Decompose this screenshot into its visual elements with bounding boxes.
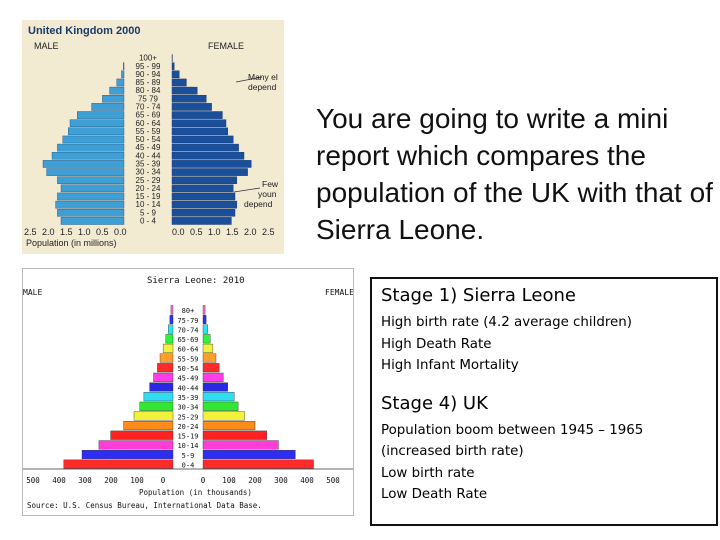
sl-tick-label: 200 — [104, 476, 118, 485]
uk-age-label: 45 - 49 — [135, 143, 161, 153]
uk-female-bar — [172, 128, 228, 135]
uk-female-bar — [172, 87, 197, 94]
uk-annotation-text: depend — [244, 199, 273, 209]
uk-age-label: 50 - 54 — [135, 135, 161, 145]
sl-age-label: 70-74 — [177, 326, 199, 335]
uk-female-bar — [172, 193, 235, 200]
sl-age-label: 75-79 — [177, 316, 199, 325]
uk-age-label: 65 - 69 — [135, 110, 161, 120]
sl-age-label: 30-34 — [177, 403, 199, 412]
stage-4-line: Low birth rate — [381, 465, 475, 481]
sl-age-label: 25-29 — [177, 413, 199, 422]
uk-tick-label: 2.5 — [262, 227, 275, 237]
uk-age-label: 90 - 94 — [135, 69, 161, 79]
sl-age-label: 15-19 — [177, 432, 199, 441]
uk-age-label: 0 - 4 — [139, 216, 157, 226]
sl-female-bar — [203, 344, 213, 353]
sl-female-bar — [203, 412, 245, 421]
sl-male-bar — [124, 421, 173, 430]
uk-pyramid-chart — [22, 20, 284, 254]
sl-male-label: MALE — [23, 288, 43, 297]
sl-female-bar — [203, 450, 295, 459]
sl-tick-label: 200 — [248, 476, 262, 485]
sierra-leone-population-pyramid — [22, 268, 354, 516]
uk-male-bar — [56, 201, 124, 208]
sl-age-label: 45-49 — [177, 374, 199, 383]
sl-female-label: FEMALE — [325, 288, 353, 297]
sl-age-label: 65-69 — [177, 336, 199, 345]
sl-tick-label: 400 — [300, 476, 314, 485]
uk-female-bar — [172, 103, 212, 110]
uk-age-label: 5 - 9 — [139, 208, 157, 218]
stage-1-line: High Infant Mortality — [381, 358, 519, 373]
uk-male-bar — [57, 193, 124, 200]
stage-1-heading: Stage 1) Sierra Leone — [381, 285, 576, 306]
sl-female-bar — [203, 383, 228, 392]
uk-female-bar — [172, 201, 237, 208]
sl-female-bar — [203, 460, 314, 469]
uk-male-bar — [63, 136, 124, 143]
sl-tick-label: 0 — [160, 476, 166, 485]
uk-male-bar — [92, 103, 124, 110]
sl-age-label: 10-14 — [177, 442, 199, 451]
sl-female-bar — [203, 325, 208, 334]
uk-annotation-text: Few — [262, 179, 279, 189]
sl-female-bar — [203, 334, 210, 343]
sl-pyramid-title: Sierra Leone: 2010 — [147, 276, 245, 286]
sl-male-bar — [134, 412, 173, 421]
uk-male-bar — [57, 144, 124, 151]
uk-age-label: 55 - 59 — [135, 126, 161, 136]
uk-male-bar — [43, 160, 124, 167]
sl-male-bar — [140, 402, 173, 411]
sl-male-bar — [154, 373, 174, 382]
uk-male-bar — [117, 79, 124, 86]
uk-tick-label: 1.0 — [78, 227, 91, 237]
sl-tick-label: 500 — [326, 476, 340, 485]
sl-male-bar — [64, 460, 173, 469]
sl-age-label: 35-39 — [177, 393, 199, 402]
uk-pyramid-title: United Kingdom 2000 — [28, 25, 141, 37]
uk-age-label: 35 - 39 — [135, 159, 161, 169]
uk-male-bar — [52, 152, 124, 159]
sl-source-note: Source: U.S. Census Bureau, International Data Base. — [27, 501, 262, 510]
uk-male-label: MALE — [34, 41, 59, 51]
sl-male-bar — [150, 383, 173, 392]
uk-tick-label: 2.0 — [42, 227, 55, 237]
sl-female-bar — [203, 363, 219, 372]
uk-age-label: 10 - 14 — [135, 200, 161, 210]
sl-female-bar — [203, 392, 234, 401]
uk-male-bar — [57, 177, 124, 184]
uk-female-bar — [172, 79, 186, 86]
uk-female-bar — [172, 169, 248, 176]
uk-age-label: 100+ — [138, 53, 158, 63]
sl-age-label: 60-64 — [177, 345, 199, 354]
sl-female-bar — [203, 354, 216, 363]
uk-female-bar — [172, 136, 233, 143]
sl-age-label: 40-44 — [177, 384, 199, 393]
sl-age-label: 80+ — [181, 307, 195, 316]
stages-info-box — [370, 277, 718, 526]
sl-tick-label: 100 — [222, 476, 236, 485]
sl-male-bar — [166, 334, 173, 343]
uk-male-bar — [68, 128, 124, 135]
sl-male-bar — [168, 325, 173, 334]
sl-age-label: 5-9 — [181, 451, 195, 460]
uk-female-bar — [172, 71, 179, 78]
sl-age-label: 55-59 — [177, 355, 199, 364]
uk-male-bar — [121, 71, 124, 78]
uk-tick-label: 0.0 — [114, 227, 127, 237]
uk-age-label: 60 - 64 — [135, 118, 161, 128]
sl-female-bar — [203, 306, 205, 315]
sl-female-bar — [203, 431, 267, 440]
sl-female-bar — [203, 441, 278, 450]
uk-female-bar — [172, 63, 174, 70]
sl-age-label: 20-24 — [177, 422, 199, 431]
sl-tick-label: 300 — [78, 476, 92, 485]
uk-age-label: 40 - 44 — [135, 151, 161, 161]
sl-tick-label: 400 — [52, 476, 66, 485]
uk-male-bar — [47, 169, 124, 176]
sl-male-bar — [163, 344, 173, 353]
stage-4-line: Low Death Rate — [381, 487, 488, 502]
uk-female-bar — [172, 144, 239, 151]
intro-text: You are going to write a mini report which compares the population of the UK with that of Sierra Leone. — [316, 103, 713, 245]
sl-tick-label: 0 — [200, 476, 206, 485]
uk-female-bar — [172, 160, 251, 167]
uk-male-bar — [123, 63, 124, 70]
uk-male-bar — [70, 120, 124, 127]
sl-male-bar — [170, 315, 173, 324]
uk-age-label: 25 - 29 — [135, 175, 161, 185]
uk-annotation-text: youn — [258, 189, 277, 199]
sl-axis-label: Population (in thousands) — [139, 488, 252, 497]
uk-tick-label: 1.5 — [60, 227, 73, 237]
sl-tick-label: 100 — [130, 476, 144, 485]
uk-male-bar — [102, 95, 124, 102]
uk-age-label: 80 - 84 — [135, 86, 161, 96]
uk-female-bar — [172, 185, 233, 192]
stage-1-line: High Death Rate — [381, 336, 492, 352]
sl-male-bar — [82, 450, 173, 459]
uk-annotation-text: Many el — [248, 72, 278, 82]
sl-male-bar — [111, 431, 173, 440]
uk-tick-label: 2.0 — [244, 227, 257, 237]
stage-4-heading: Stage 4) UK — [381, 392, 488, 414]
stage-4-section — [381, 393, 707, 506]
sl-pyramid-chart — [23, 269, 353, 515]
sl-female-bar — [203, 421, 255, 430]
stage-4-line: (increased birth rate) — [381, 444, 524, 459]
uk-annotation-pointer — [234, 188, 260, 192]
uk-age-label: 70 - 74 — [135, 102, 161, 112]
uk-tick-label: 2.5 — [24, 227, 37, 237]
uk-axis-label: Population (in millions) — [26, 238, 117, 248]
uk-tick-label: 0.0 — [172, 227, 185, 237]
sl-male-bar — [160, 354, 173, 363]
sl-male-bar — [99, 441, 173, 450]
sl-male-bar — [144, 392, 173, 401]
uk-female-bar — [172, 120, 226, 127]
uk-male-bar — [61, 217, 124, 224]
uk-female-bar — [172, 177, 237, 184]
sl-age-label: 50-54 — [177, 365, 199, 374]
uk-age-label: 30 - 34 — [135, 167, 161, 177]
stage-1-line: High birth rate (4.2 average children) — [381, 315, 633, 330]
sl-female-bar — [203, 402, 238, 411]
sl-tick-label: 300 — [274, 476, 288, 485]
uk-female-bar — [172, 152, 244, 159]
uk-tick-label: 0.5 — [190, 227, 203, 237]
stage-1-section — [381, 285, 707, 377]
sl-female-bar — [203, 373, 223, 382]
sl-tick-label: 500 — [26, 476, 40, 485]
uk-annotation-text: depend — [248, 82, 277, 92]
uk-male-bar — [57, 209, 124, 216]
uk-age-label: 75 79 — [137, 94, 159, 104]
uk-tick-label: 0.5 — [96, 227, 109, 237]
uk-age-label: 20 - 24 — [135, 183, 161, 193]
stage-4-line: Population boom between 1945 – 1965 — [381, 422, 644, 438]
uk-female-label: FEMALE — [208, 41, 245, 51]
uk-female-bar — [172, 217, 231, 224]
sl-female-bar — [203, 315, 206, 324]
uk-male-bar — [61, 185, 124, 192]
uk-age-label: 15 - 19 — [135, 192, 161, 202]
uk-tick-label: 1.0 — [208, 227, 221, 237]
uk-female-bar — [172, 95, 206, 102]
uk-male-bar — [77, 112, 124, 119]
uk-male-bar — [110, 87, 124, 94]
sl-male-bar — [157, 363, 173, 372]
sl-male-bar — [171, 306, 173, 315]
sl-age-label: 0-4 — [181, 461, 195, 470]
uk-age-label: 85 - 89 — [135, 78, 161, 88]
uk-population-pyramid — [22, 20, 284, 254]
uk-age-label: 95 - 99 — [135, 61, 161, 71]
uk-female-bar — [172, 209, 235, 216]
uk-female-bar — [172, 112, 222, 119]
uk-tick-label: 1.5 — [226, 227, 239, 237]
